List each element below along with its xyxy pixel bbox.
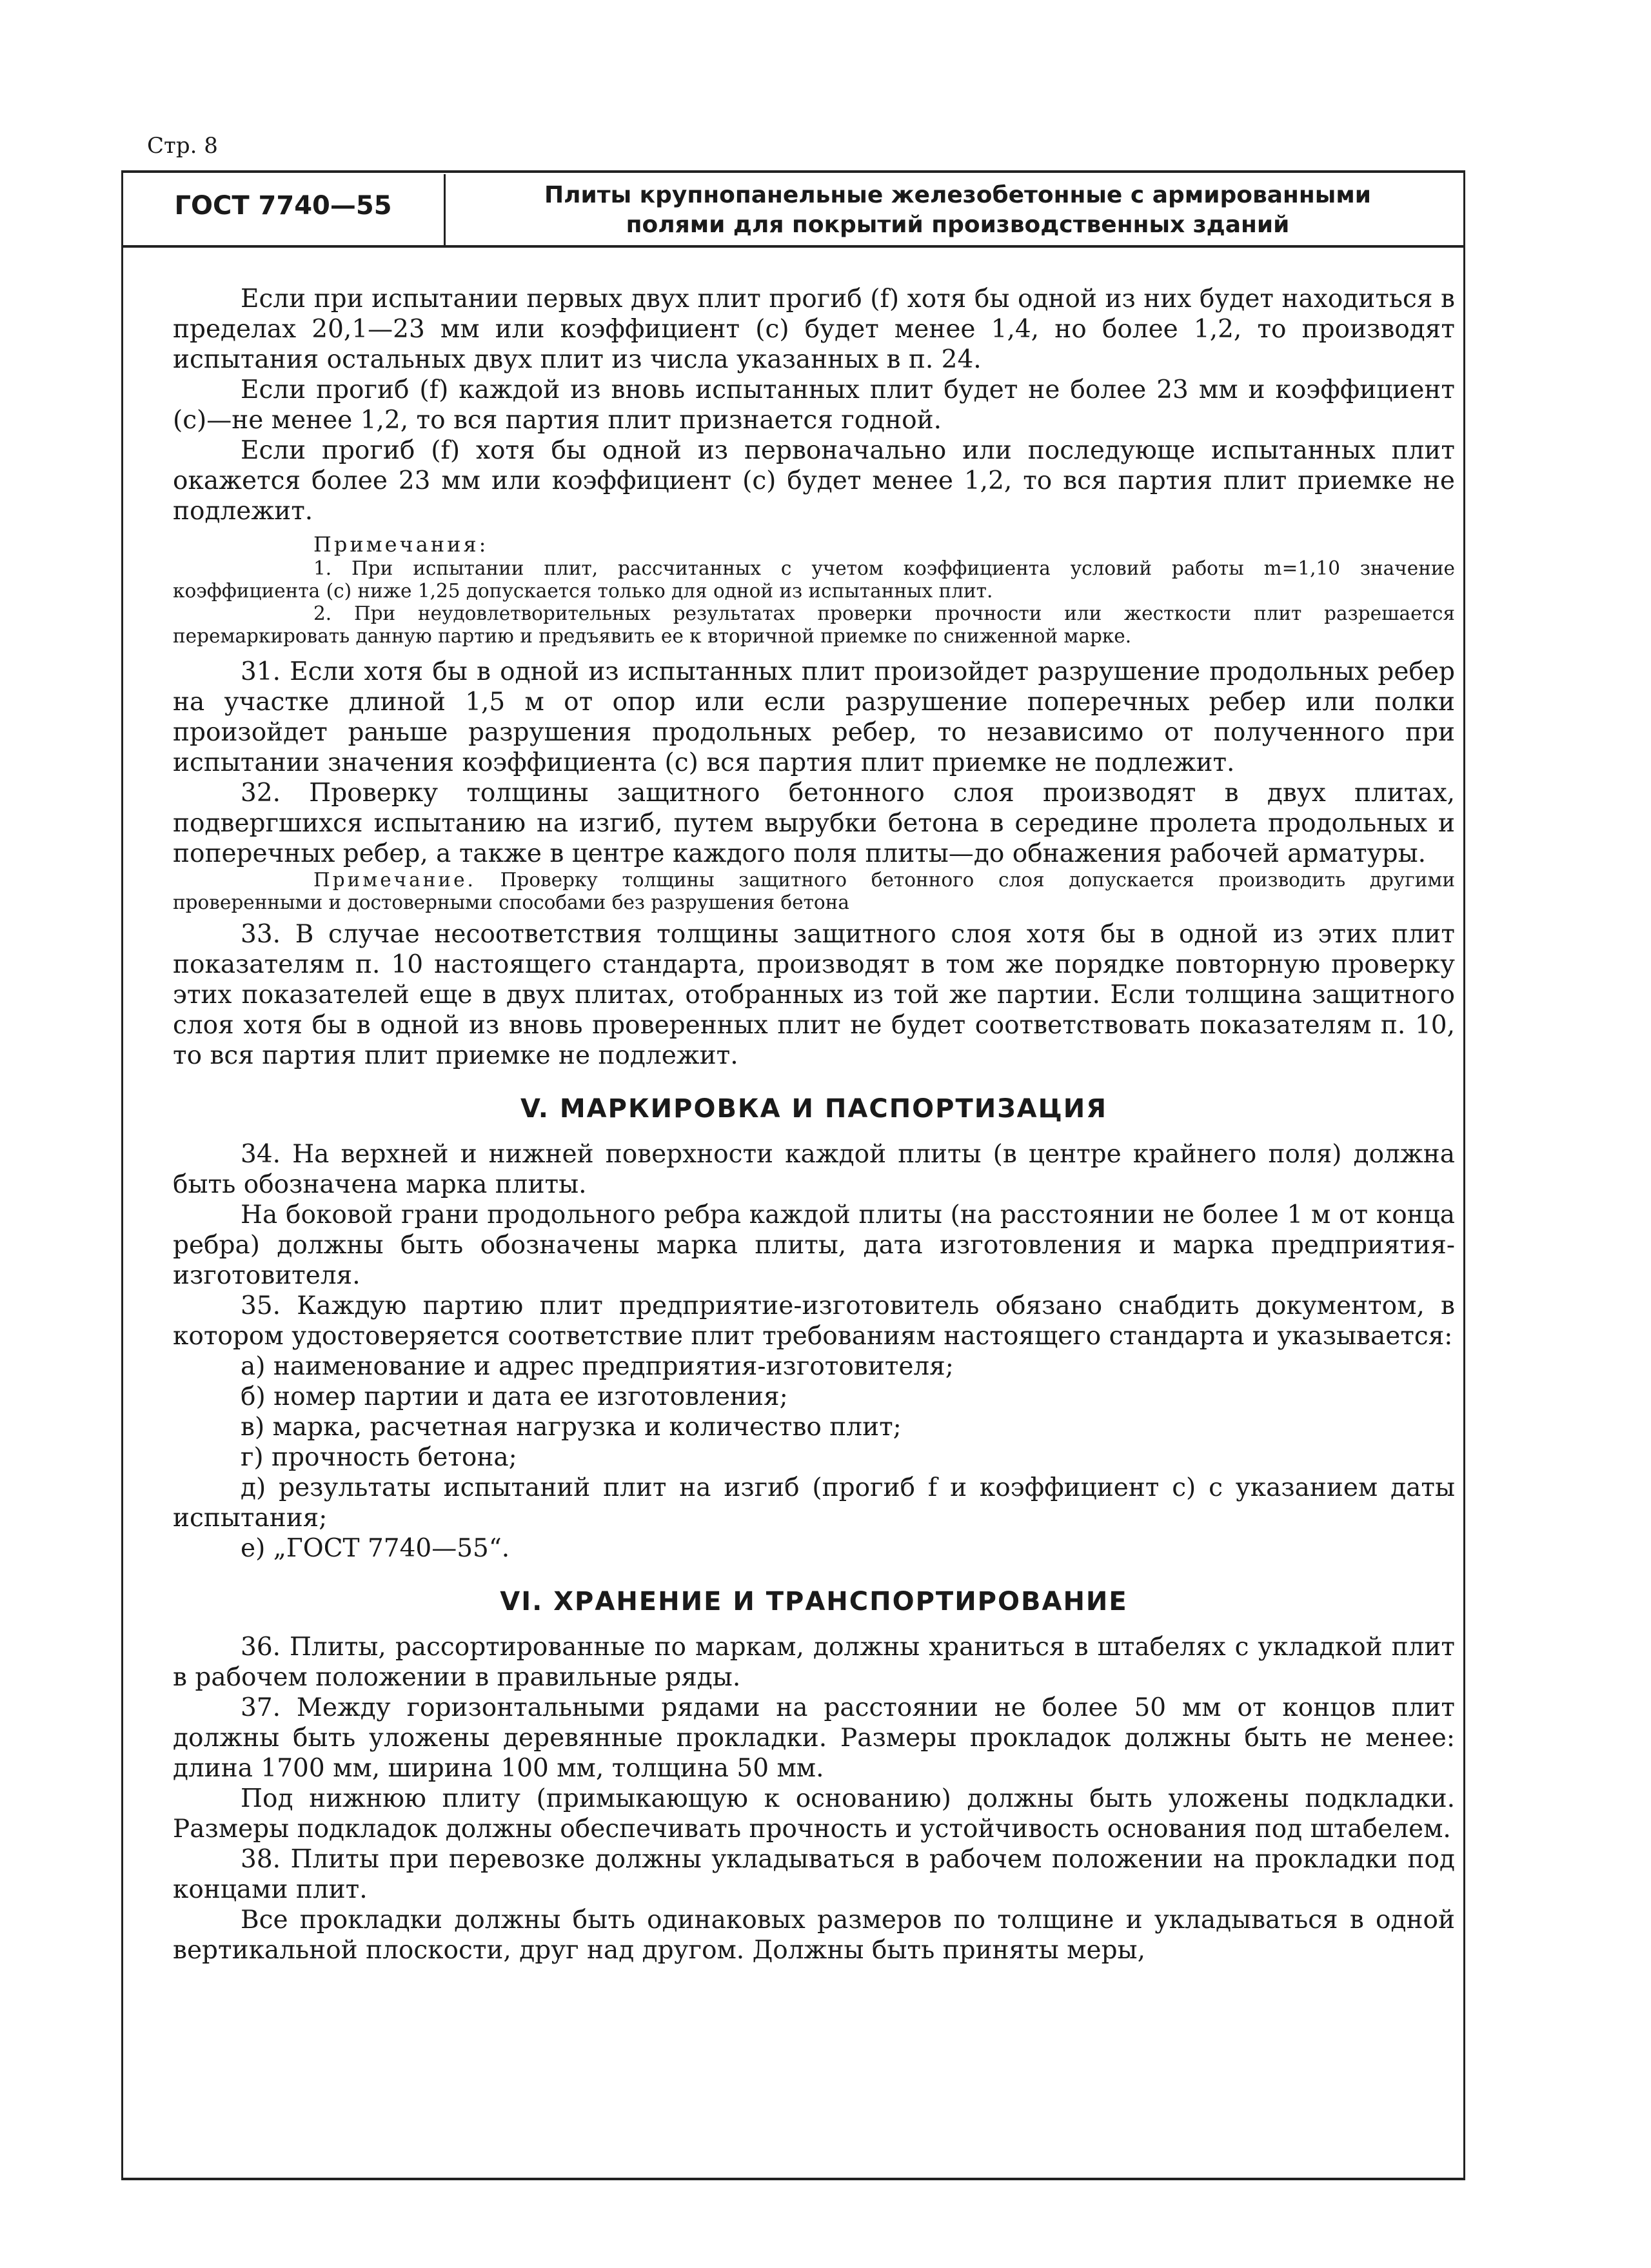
paragraph: Если при испытании первых двух плит прогиб (f) хотя бы одной из них будет находиться в пределах 20,1—23 мм или коэффициент (c) будет менее 1,4, но более 1,2, то производят испытания остальных двух плит из числа указанных в п. 24. (173, 284, 1455, 374)
list-item: е) „ГОСТ 7740—55“. (241, 1534, 510, 1563)
paragraph-34: 34. На верхней и нижней поверхности каждой плиты (в центре крайнего поля) должна быть обозначена марка плиты. (173, 1140, 1455, 1199)
paragraph: Если прогиб (f) хотя бы одной из первоначально или последующе испытанных плит окажется более 23 мм или коэффициент (c) будет менее 1,2, то вся партия плит приемке не подлежит. (173, 436, 1455, 526)
paragraph-37: 37. Между горизонтальными рядами на расстоянии не более 50 мм от концов плит должны быть уложены деревянные прокладки. Размеры прокладок должны быть не менее: длина 1700 мм, ширина 100 мм, толщина 50 мм. (173, 1693, 1455, 1783)
note: 1. При испытании плит, рассчитанных с учетом коэффициента условий работы m=1,10 значение коэффициента (c) ниже 1,25 допускается только для одной из испытанных плит. (173, 557, 1455, 602)
document-title-line: Плиты крупнопанельные железобетонные с армированными (544, 182, 1371, 208)
section-heading: V. МАРКИРОВКА И ПАСПОРТИЗАЦИЯ (520, 1094, 1108, 1124)
notes-heading: Примечания: (313, 532, 489, 557)
document-title-line: полями для покрытий производственных зданий (626, 212, 1290, 238)
paragraph-31: 31. Если хотя бы в одной из испытанных плит произойдет разрушение продольных ребер на участке длиной 1,5 м от опор или если разрушение поперечных ребер или полки произойдет раньше разрушения продольных ребер, то независимо от полученного при испытании значения коэффициента (c) вся партия плит приемке не подлежит. (173, 657, 1455, 777)
header-divider (444, 174, 446, 245)
paragraph-32: 32. Проверку толщины защитного бетонного слоя производят в двух плитах, подвергшихся испытанию на изгиб, путем вырубки бетона в середине пролета продольных и поперечных ребер, а также в центре каждого поля плиты—до обнажения рабочей арматуры. (173, 779, 1455, 868)
note: 2. При неудовлетворительных результатах проверки прочности или жесткости плит разрешается перемаркировать данную партию и предъявить ее к вторичной приемке по сниженной марке. (173, 602, 1455, 647)
note-32 (173, 869, 1455, 914)
list-item: б) номер партии и дата ее изготовления; (241, 1382, 788, 1411)
list-item: а) наименование и адрес предприятия-изготовителя; (241, 1352, 954, 1381)
paragraph: Если прогиб (f) каждой из вновь испытанных плит будет не более 23 мм и коэффициент (c)—не менее 1,2, то вся партия плит признается годной. (173, 375, 1455, 435)
paragraph: На боковой грани продольного ребра каждой плиты (на расстоянии не более 1 м от конца ребра) должны быть обозначены марка плиты, дата изготовления и марка предприятия-изготовителя. (173, 1200, 1455, 1290)
paragraph-35: 35. Каждую партию плит предприятие-изготовитель обязано снабдить документом, в котором удостоверяется соответствие плит требованиям настоящего стандарта и указывается: (173, 1291, 1455, 1351)
list-item: г) прочность бетона; (241, 1443, 517, 1472)
document-title (451, 181, 1464, 240)
paragraph: Все прокладки должны быть одинаковых размеров по толщине и укладываться в одной вертикальной плоскости, друг над другом. Должны быть приняты меры, (173, 1905, 1455, 1965)
paragraph-36: 36. Плиты, рассортированные по маркам, должны храниться в штабелях с укладкой плит в рабочем положении в правильные ряды. (173, 1633, 1455, 1692)
list-item: д) результаты испытаний плит на изгиб (прогиб f и коэффициент c) с указанием даты испытания; (173, 1473, 1455, 1533)
document-body (173, 284, 1455, 1965)
page-number: Стр. 8 (147, 133, 218, 159)
list-item: в) марка, расчетная нагрузка и количество плит; (241, 1413, 902, 1442)
paragraph-33: 33. В случае несоответствия толщины защитного слоя хотя бы в одной из этих плит показателям п. 10 настоящего стандарта, производят в том же порядке повторную проверку этих показателей еще в двух плитах, отобранных из той же партии. Если толщина защитного слоя хотя бы в одной из вновь проверенных плит не будет соответствовать показателям п. 10, то вся партия плит приемке не подлежит. (173, 920, 1455, 1070)
note-text: Проверку толщины защитного бетонного слоя допускается производить другими проверенными и достоверными способами без разрушения бетона (173, 869, 1455, 913)
section-heading: VI. ХРАНЕНИЕ И ТРАНСПОРТИРОВАНИЕ (500, 1587, 1128, 1616)
note-label: Примечание. (313, 869, 476, 891)
document-code: ГОСТ 7740—55 (174, 191, 392, 221)
paragraph-38: 38. Плиты при перевозке должны укладываться в рабочем положении на прокладки под концами плит. (173, 1845, 1455, 1904)
paragraph: Под нижнюю плиту (примыкающую к основанию) должны быть уложены подкладки. Размеры подкладок должны обеспечивать прочность и устойчивость основания под штабелем. (173, 1784, 1455, 1844)
